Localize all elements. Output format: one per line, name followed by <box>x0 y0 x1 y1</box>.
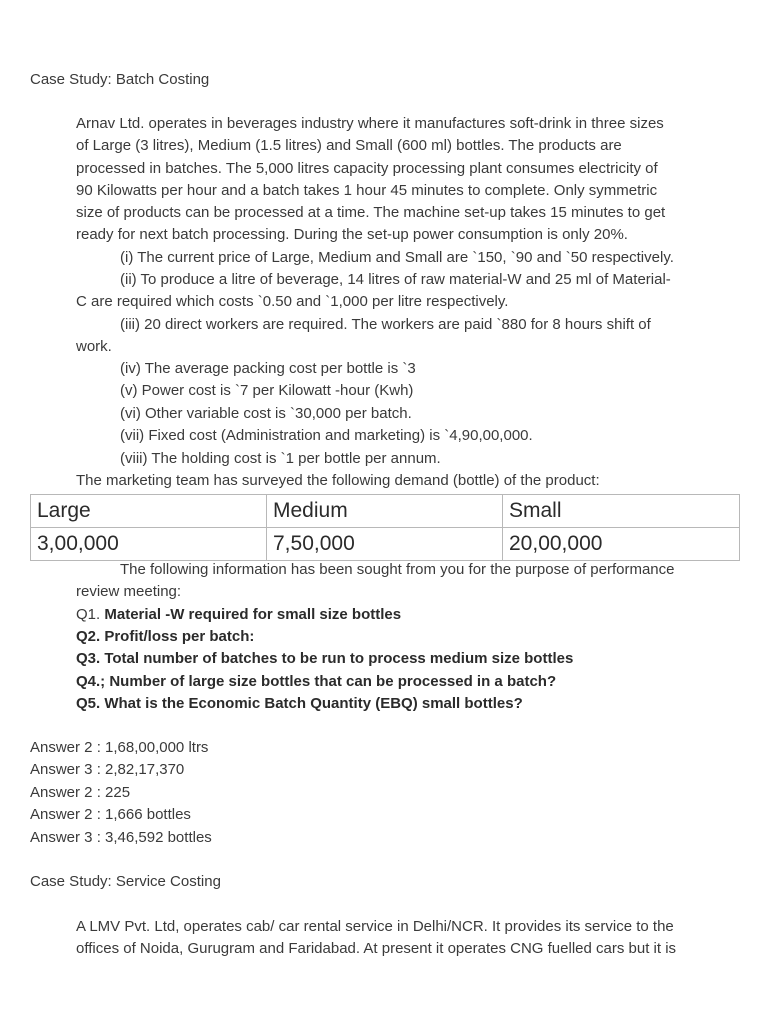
answer-line: Answer 2 : 1,666 bottles <box>30 806 191 823</box>
table-cell: 7,50,000 <box>267 528 503 561</box>
survey-line: The marketing team has surveyed the following demand (bottle) of the product: <box>76 472 600 489</box>
table-header-row <box>31 495 740 528</box>
info-line: The following information has been sought from you for the purpose of performance <box>120 561 675 578</box>
paragraph-line: 90 Kilowatts per hour and a batch takes 1 hour 45 minutes to complete. Only symmetric <box>76 182 658 199</box>
list-item: (viii) The holding cost is `1 per bottle per annum. <box>120 450 441 467</box>
list-item: (iii) 20 direct workers are required. The workers are paid `880 for 8 hours shift of <box>120 316 651 333</box>
paragraph-line: size of products can be processed at a time. The machine set-up takes 15 minutes to get <box>76 204 666 221</box>
table-header-cell: Medium <box>267 495 503 528</box>
table-cell: 20,00,000 <box>503 528 740 561</box>
paragraph-line: A LMV Pvt. Ltd, operates cab/ car rental service in Delhi/NCR. It provides its service to the <box>76 918 674 935</box>
list-item: (vii) Fixed cost (Administration and marketing) is `4,90,00,000. <box>120 427 533 444</box>
table-cell: 3,00,000 <box>31 528 267 561</box>
case-study-title: Case Study: Service Costing <box>30 873 221 890</box>
info-line: review meeting: <box>76 583 182 600</box>
list-item: (v) Power cost is `7 per Kilowatt -hour (Kwh) <box>120 382 414 399</box>
paragraph-line: processed in batches. The 5,000 litres capacity processing plant consumes electricity of <box>76 160 658 177</box>
list-item: (i) The current price of Large, Medium and Small are `150, `90 and `50 respectively. <box>120 249 674 266</box>
case-study-title: Case Study: Batch Costing <box>30 71 210 88</box>
answer-line: Answer 2 : 1,68,00,000 ltrs <box>30 739 209 756</box>
paragraph-line: Arnav Ltd. operates in beverages industry where it manufactures soft-drink in three sizes <box>76 115 664 132</box>
list-item: (vi) Other variable cost is `30,000 per batch. <box>120 405 412 422</box>
demand-table <box>30 494 740 561</box>
question-4: Q4.; Number of large size bottles that can be processed in a batch? <box>76 673 557 690</box>
list-item: (iv) The average packing cost per bottle is `3 <box>120 360 416 377</box>
question-3: Q3. Total number of batches to be run to process medium size bottles <box>76 650 574 667</box>
question-5: Q5. What is the Economic Batch Quantity (EBQ) small bottles? <box>76 695 523 712</box>
table-header-cell: Small <box>503 495 740 528</box>
answer-line: Answer 3 : 2,82,17,370 <box>30 761 185 778</box>
table-row <box>31 528 740 561</box>
paragraph-line: of Large (3 litres), Medium (1.5 litres) and Small (600 ml) bottles. The products are <box>76 137 622 154</box>
list-item-continuation: C are required which costs `0.50 and `1,000 per litre respectively. <box>76 293 509 310</box>
question-1-prefix: Q1. <box>76 606 105 623</box>
question-1 <box>76 606 401 624</box>
answer-line: Answer 3 : 3,46,592 bottles <box>30 829 212 846</box>
paragraph-line: offices of Noida, Gurugram and Faridabad. At present it operates CNG fuelled cars but it is <box>76 940 677 957</box>
question-1-text: Material -W required for small size bottles <box>104 606 402 623</box>
answer-line: Answer 2 : 225 <box>30 784 131 801</box>
list-item-continuation: work. <box>76 338 112 355</box>
list-item: (ii) To produce a litre of beverage, 14 litres of raw material-W and 25 ml of Material- <box>120 271 671 288</box>
table-header-cell: Large <box>31 495 267 528</box>
paragraph-line: ready for next batch processing. During the set-up power consumption is only 20%. <box>76 226 628 243</box>
question-2: Q2. Profit/loss per batch: <box>76 628 255 645</box>
